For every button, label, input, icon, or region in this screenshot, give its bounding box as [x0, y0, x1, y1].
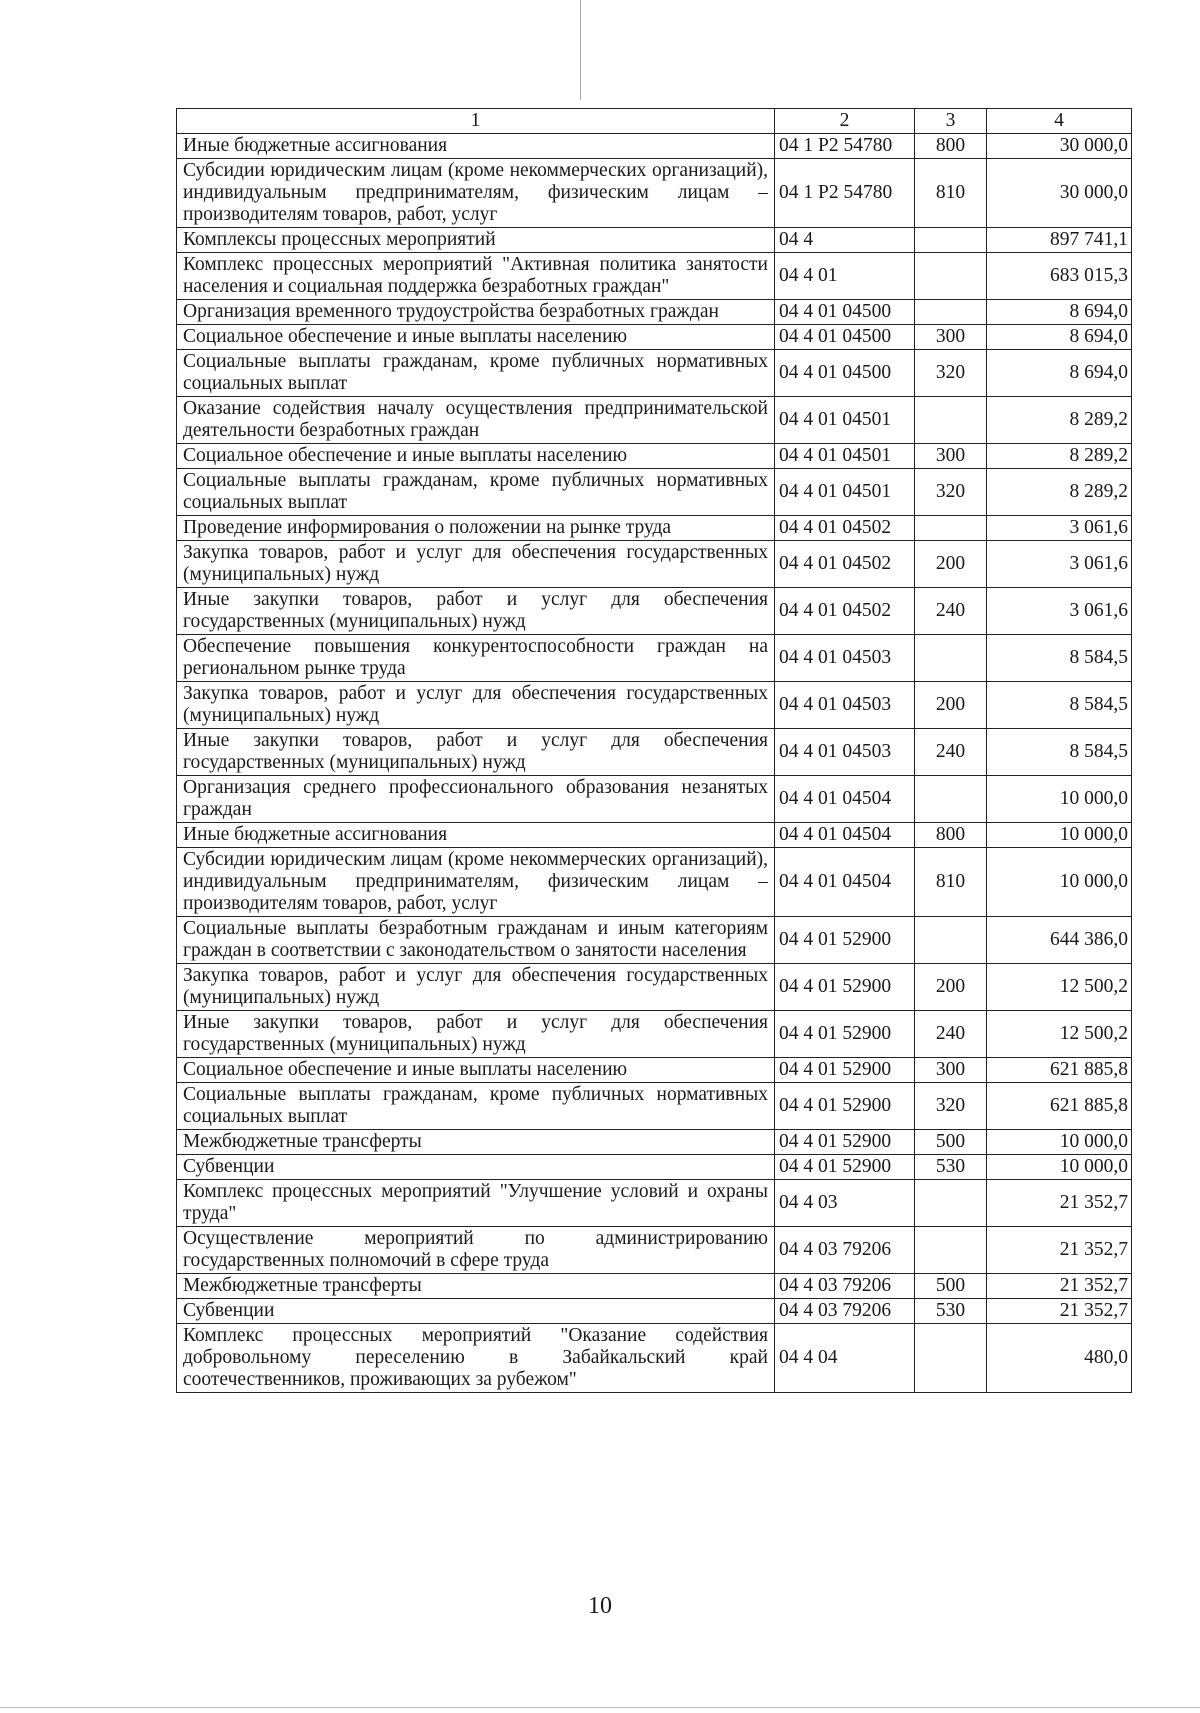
- row-name-cell: Иные закупки товаров, работ и услуг для обеспечения государственных (муниципальных) нужд: [177, 729, 775, 776]
- row-name-cell: Социальное обеспечение и иные выплаты населению: [177, 444, 775, 469]
- row-code-cell: 04 4 01 52900: [775, 1155, 915, 1180]
- row-code-cell: 04 4 01 04500: [775, 325, 915, 350]
- table-row: [177, 1083, 1132, 1130]
- row-code-cell: 04 4 01 52900: [775, 964, 915, 1011]
- row-sum-cell: 8 584,5: [987, 729, 1132, 776]
- row-name-cell: Социальные выплаты гражданам, кроме публичных нормативных социальных выплат: [177, 469, 775, 516]
- table-row: [177, 300, 1132, 325]
- row-code-cell: 04 4 01 52900: [775, 917, 915, 964]
- row-type-cell: [915, 776, 987, 823]
- row-sum-cell: 3 061,6: [987, 516, 1132, 541]
- page-number: 10: [588, 1593, 612, 1619]
- row-code-cell: 04 4: [775, 228, 915, 253]
- row-sum-cell: 8 584,5: [987, 682, 1132, 729]
- table-row: [177, 397, 1132, 444]
- scan-line-bottom: [0, 1707, 1200, 1708]
- row-name-cell: Обеспечение повышения конкурентоспособности граждан на региональном рынке труда: [177, 635, 775, 682]
- row-sum-cell: 21 352,7: [987, 1180, 1132, 1227]
- row-code-cell: 04 4 01 04500: [775, 300, 915, 325]
- row-code-cell: 04 4 01 04504: [775, 848, 915, 917]
- header-col-3: 3: [915, 109, 987, 134]
- row-name-cell: Иные бюджетные ассигнования: [177, 134, 775, 159]
- table-body: [177, 109, 1132, 1393]
- row-code-cell: 04 4 01: [775, 253, 915, 300]
- row-sum-cell: 10 000,0: [987, 1155, 1132, 1180]
- row-name-cell: Комплекс процессных мероприятий "Оказание содействия добровольному переселению в Забайкальский край соотечественников, проживающих за рубежом": [177, 1324, 775, 1393]
- row-sum-cell: 683 015,3: [987, 253, 1132, 300]
- table-row: [177, 635, 1132, 682]
- row-sum-cell: 8 694,0: [987, 325, 1132, 350]
- table-row: [177, 1155, 1132, 1180]
- row-type-cell: [915, 1227, 987, 1274]
- budget-table: [176, 108, 1132, 1393]
- row-name-cell: Социальное обеспечение и иные выплаты населению: [177, 1058, 775, 1083]
- row-type-cell: [915, 397, 987, 444]
- table-row: [177, 228, 1132, 253]
- table-row: [177, 682, 1132, 729]
- row-type-cell: [915, 917, 987, 964]
- row-code-cell: 04 4 01 04500: [775, 350, 915, 397]
- row-name-cell: Социальные выплаты безработным гражданам и иным категориям граждан в соответствии с законодательством о занятости населения: [177, 917, 775, 964]
- row-code-cell: 04 4 03 79206: [775, 1299, 915, 1324]
- table-row: [177, 1299, 1132, 1324]
- table-row: [177, 729, 1132, 776]
- row-type-cell: [915, 635, 987, 682]
- row-code-cell: 04 4 01 04504: [775, 823, 915, 848]
- table-row: [177, 325, 1132, 350]
- row-type-cell: 530: [915, 1299, 987, 1324]
- row-sum-cell: 30 000,0: [987, 159, 1132, 228]
- row-name-cell: Закупка товаров, работ и услуг для обеспечения государственных (муниципальных) нужд: [177, 682, 775, 729]
- table-row: [177, 1324, 1132, 1393]
- row-sum-cell: 897 741,1: [987, 228, 1132, 253]
- row-sum-cell: 8 289,2: [987, 469, 1132, 516]
- row-sum-cell: 21 352,7: [987, 1274, 1132, 1299]
- row-name-cell: Межбюджетные трансферты: [177, 1130, 775, 1155]
- table-row: [177, 823, 1132, 848]
- row-sum-cell: 21 352,7: [987, 1299, 1132, 1324]
- table-row: [177, 444, 1132, 469]
- row-type-cell: [915, 1324, 987, 1393]
- row-sum-cell: 8 289,2: [987, 444, 1132, 469]
- row-type-cell: [915, 253, 987, 300]
- row-sum-cell: 30 000,0: [987, 134, 1132, 159]
- row-code-cell: 04 4 01 04503: [775, 682, 915, 729]
- table-row: [177, 253, 1132, 300]
- table-row: [177, 776, 1132, 823]
- row-code-cell: 04 4 01 04503: [775, 635, 915, 682]
- row-code-cell: 04 4 01 04501: [775, 469, 915, 516]
- row-name-cell: Организация среднего профессионального образования незанятых граждан: [177, 776, 775, 823]
- table-row: [177, 134, 1132, 159]
- row-code-cell: 04 1 P2 54780: [775, 159, 915, 228]
- row-code-cell: 04 4 01 04501: [775, 397, 915, 444]
- row-type-cell: 500: [915, 1274, 987, 1299]
- table-row: [177, 1011, 1132, 1058]
- row-sum-cell: 10 000,0: [987, 823, 1132, 848]
- row-sum-cell: 621 885,8: [987, 1083, 1132, 1130]
- row-sum-cell: 10 000,0: [987, 848, 1132, 917]
- table-row: [177, 541, 1132, 588]
- row-type-cell: 800: [915, 134, 987, 159]
- row-sum-cell: 644 386,0: [987, 917, 1132, 964]
- row-type-cell: 810: [915, 159, 987, 228]
- row-type-cell: 300: [915, 1058, 987, 1083]
- row-type-cell: [915, 1180, 987, 1227]
- row-name-cell: Иные закупки товаров, работ и услуг для обеспечения государственных (муниципальных) нужд: [177, 1011, 775, 1058]
- row-code-cell: 04 4 01 52900: [775, 1011, 915, 1058]
- row-code-cell: 04 4 01 04503: [775, 729, 915, 776]
- row-name-cell: Социальные выплаты гражданам, кроме публичных нормативных социальных выплат: [177, 350, 775, 397]
- table-row: [177, 516, 1132, 541]
- table-row: [177, 588, 1132, 635]
- row-name-cell: Закупка товаров, работ и услуг для обеспечения государственных (муниципальных) нужд: [177, 541, 775, 588]
- row-code-cell: 04 4 03 79206: [775, 1274, 915, 1299]
- row-type-cell: 500: [915, 1130, 987, 1155]
- row-name-cell: Проведение информирования о положении на рынке труда: [177, 516, 775, 541]
- row-sum-cell: 3 061,6: [987, 588, 1132, 635]
- table-row: [177, 917, 1132, 964]
- row-sum-cell: 480,0: [987, 1324, 1132, 1393]
- row-type-cell: 300: [915, 444, 987, 469]
- row-name-cell: Межбюджетные трансферты: [177, 1274, 775, 1299]
- row-code-cell: 04 4 03 79206: [775, 1227, 915, 1274]
- row-name-cell: Комплексы процессных мероприятий: [177, 228, 775, 253]
- row-sum-cell: 10 000,0: [987, 776, 1132, 823]
- row-sum-cell: 21 352,7: [987, 1227, 1132, 1274]
- row-type-cell: 800: [915, 823, 987, 848]
- row-type-cell: 300: [915, 325, 987, 350]
- row-name-cell: Комплекс процессных мероприятий "Улучшение условий и охраны труда": [177, 1180, 775, 1227]
- row-name-cell: Социальное обеспечение и иные выплаты населению: [177, 325, 775, 350]
- row-name-cell: Закупка товаров, работ и услуг для обеспечения государственных (муниципальных) нужд: [177, 964, 775, 1011]
- row-sum-cell: 3 061,6: [987, 541, 1132, 588]
- row-type-cell: 320: [915, 1083, 987, 1130]
- row-code-cell: 04 4 01 04502: [775, 588, 915, 635]
- row-name-cell: Субвенции: [177, 1155, 775, 1180]
- row-sum-cell: 12 500,2: [987, 964, 1132, 1011]
- table-row: [177, 350, 1132, 397]
- row-code-cell: 04 4 01 04501: [775, 444, 915, 469]
- row-sum-cell: 8 584,5: [987, 635, 1132, 682]
- row-code-cell: 04 4 01 52900: [775, 1130, 915, 1155]
- table-row: [177, 1130, 1132, 1155]
- row-name-cell: Субвенции: [177, 1299, 775, 1324]
- row-type-cell: [915, 228, 987, 253]
- row-type-cell: 810: [915, 848, 987, 917]
- table-row: [177, 964, 1132, 1011]
- row-type-cell: [915, 300, 987, 325]
- row-code-cell: 04 4 01 04502: [775, 541, 915, 588]
- header-col-4: 4: [987, 109, 1132, 134]
- table-row: [177, 1180, 1132, 1227]
- row-type-cell: 320: [915, 350, 987, 397]
- row-name-cell: Иные закупки товаров, работ и услуг для обеспечения государственных (муниципальных) нужд: [177, 588, 775, 635]
- table-row: [177, 848, 1132, 917]
- row-code-cell: 04 4 03: [775, 1180, 915, 1227]
- row-name-cell: Оказание содействия началу осуществления предпринимательской деятельности безработных граждан: [177, 397, 775, 444]
- row-sum-cell: 8 694,0: [987, 350, 1132, 397]
- row-name-cell: Иные бюджетные ассигнования: [177, 823, 775, 848]
- row-type-cell: 240: [915, 588, 987, 635]
- row-type-cell: 200: [915, 964, 987, 1011]
- row-code-cell: 04 4 01 52900: [775, 1058, 915, 1083]
- row-code-cell: 04 4 01 52900: [775, 1083, 915, 1130]
- row-name-cell: Комплекс процессных мероприятий "Активная политика занятости населения и социальная поддержка безработных граждан": [177, 253, 775, 300]
- row-name-cell: Осуществление мероприятий по администрированию государственных полномочий в сфере труда: [177, 1227, 775, 1274]
- row-code-cell: 04 1 P2 54780: [775, 134, 915, 159]
- table-row: [177, 1274, 1132, 1299]
- row-name-cell: Организация временного трудоустройства безработных граждан: [177, 300, 775, 325]
- row-type-cell: [915, 516, 987, 541]
- table-row: [177, 1058, 1132, 1083]
- header-col-2: 2: [775, 109, 915, 134]
- row-type-cell: 240: [915, 1011, 987, 1058]
- row-name-cell: Субсидии юридическим лицам (кроме некоммерческих организаций), индивидуальным предпринимателям, физическим лицам – производителям товаров, работ, услуг: [177, 159, 775, 228]
- row-code-cell: 04 4 01 04504: [775, 776, 915, 823]
- scan-line-top: [580, 0, 581, 100]
- row-type-cell: 320: [915, 469, 987, 516]
- row-sum-cell: 12 500,2: [987, 1011, 1132, 1058]
- row-name-cell: Субсидии юридическим лицам (кроме некоммерческих организаций), индивидуальным предпринимателям, физическим лицам – производителям товаров, работ, услуг: [177, 848, 775, 917]
- row-type-cell: 200: [915, 682, 987, 729]
- row-type-cell: 200: [915, 541, 987, 588]
- row-sum-cell: 8 694,0: [987, 300, 1132, 325]
- row-type-cell: 530: [915, 1155, 987, 1180]
- header-col-1: 1: [177, 109, 775, 134]
- row-sum-cell: 8 289,2: [987, 397, 1132, 444]
- row-name-cell: Социальные выплаты гражданам, кроме публичных нормативных социальных выплат: [177, 1083, 775, 1130]
- table-header-row: [177, 109, 1132, 134]
- table-row: [177, 469, 1132, 516]
- table-row: [177, 159, 1132, 228]
- row-sum-cell: 621 885,8: [987, 1058, 1132, 1083]
- row-type-cell: 240: [915, 729, 987, 776]
- table-row: [177, 1227, 1132, 1274]
- row-code-cell: 04 4 04: [775, 1324, 915, 1393]
- row-sum-cell: 10 000,0: [987, 1130, 1132, 1155]
- row-code-cell: 04 4 01 04502: [775, 516, 915, 541]
